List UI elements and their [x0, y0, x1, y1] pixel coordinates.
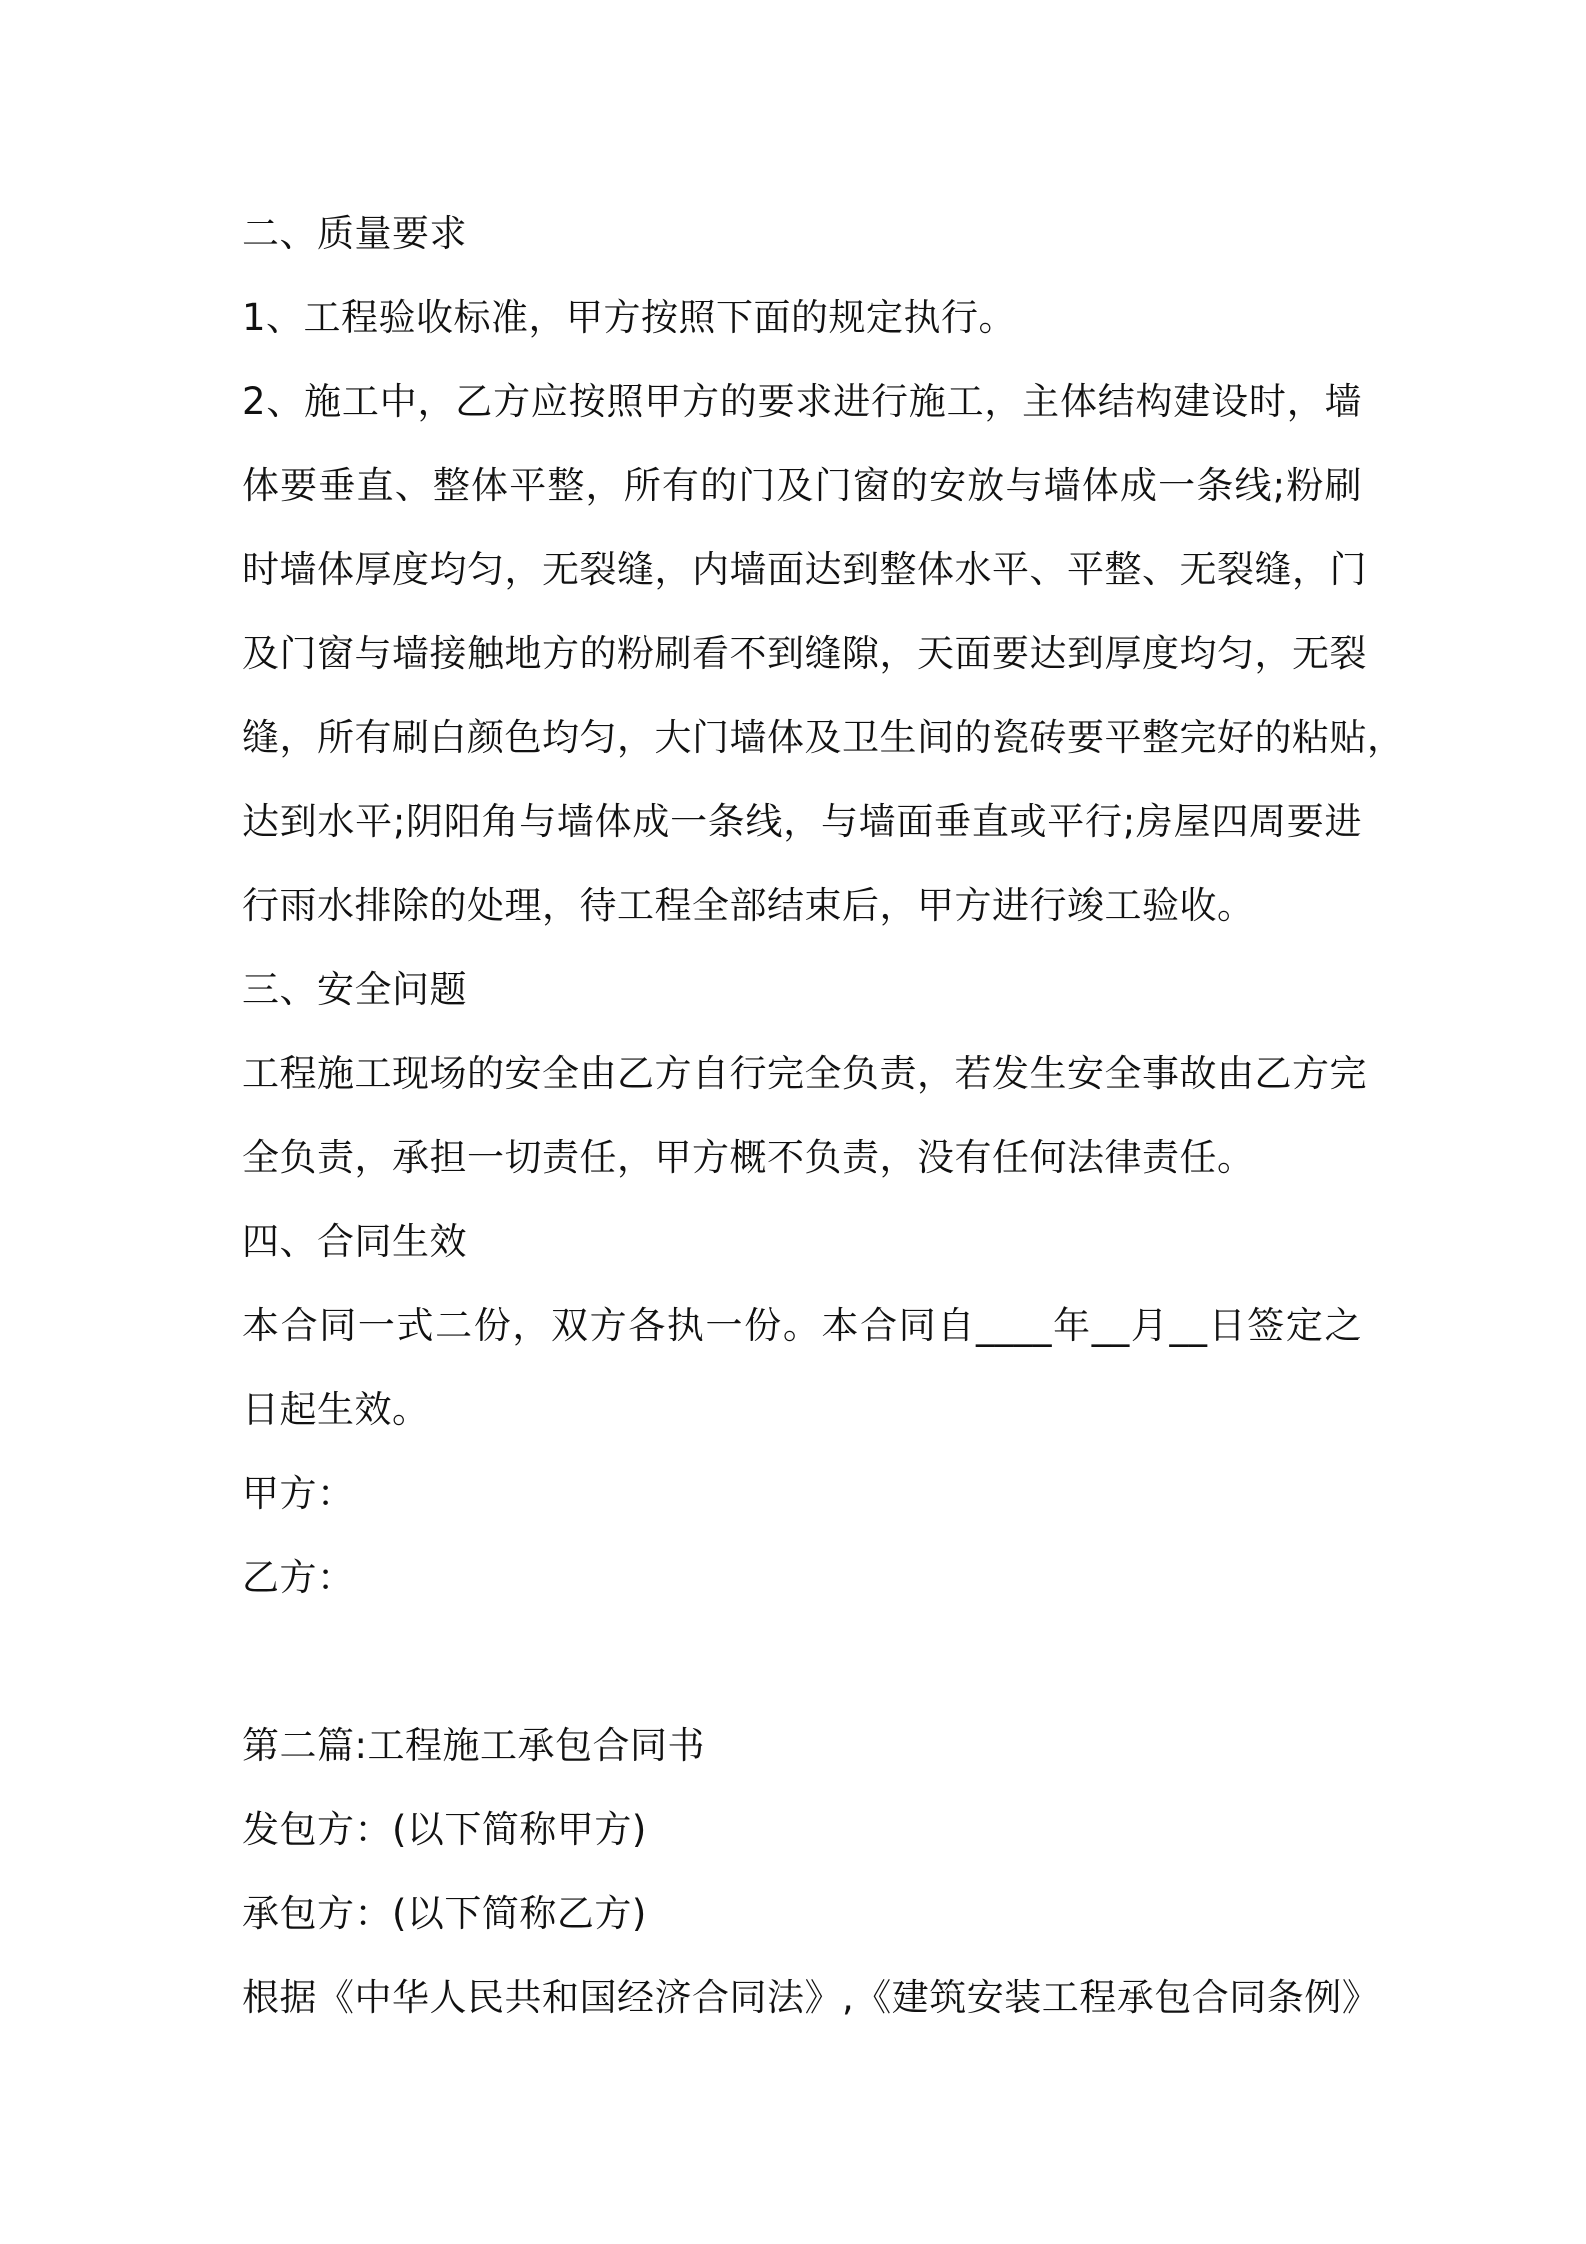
signature-party-b: 乙方： [242, 1556, 355, 1599]
section-heading-safety: 三、安全问题 [242, 968, 467, 1011]
signature-party-a: 甲方： [242, 1472, 355, 1515]
clause-construction-requirements [242, 360, 1405, 948]
paragraph-line: 时墙体厚度均匀，无裂缝，内墙面达到整体水平、平整、无裂缝，门 [242, 548, 1367, 591]
paragraph-line: 日起生效。 [242, 1388, 430, 1431]
section-heading-quality: 二、质量要求 [242, 212, 467, 255]
paragraph-line: 全负责，承担一切责任，甲方概不负责，没有任何法律责任。 [242, 1136, 1255, 1179]
paragraph-line: 体要垂直、整体平整，所有的门及门窗的安放与墙体成一条线;粉刷 [242, 464, 1362, 507]
section-spacer [242, 1620, 1362, 1704]
paragraph-line: 达到水平;阴阳角与墙体成一条线，与墙面垂直或平行;房屋四周要进 [242, 800, 1362, 843]
part2-title: 第二篇:工程施工承包合同书 [242, 1724, 705, 1767]
clause-acceptance-standard: 1、工程验收标准，甲方按照下面的规定执行。 [242, 296, 1017, 339]
clause-effectiveness [242, 1284, 1362, 1452]
clause-safety [242, 1032, 1367, 1200]
paragraph-line: 工程施工现场的安全由乙方自行完全负责，若发生安全事故由乙方完 [242, 1052, 1367, 1095]
paragraph-line: 缝，所有刷白颜色均匀，大门墙体及卫生间的瓷砖要平整完好的粘贴， [242, 716, 1405, 759]
paragraph-line: 本合同一式二份，双方各执一份。本合同自____年__月__日签定之 [242, 1304, 1362, 1347]
paragraph-line: 2、施工中，乙方应按照甲方的要求进行施工，主体结构建设时，墙 [242, 380, 1362, 423]
paragraph-line: 行雨水排除的处理，待工程全部结束后，甲方进行竣工验收。 [242, 884, 1255, 927]
contractor-line: 承包方：(以下简称乙方) [242, 1892, 647, 1935]
issuer-line: 发包方：(以下简称甲方) [242, 1808, 647, 1851]
paragraph-line: 及门窗与墙接触地方的粉刷看不到缝隙，天面要达到厚度均匀，无裂 [242, 632, 1367, 675]
document-page [242, 192, 1405, 2040]
legal-basis-line: 根据《中华人民共和国经济合同法》,《建筑安装工程承包合同条例》 [242, 1976, 1380, 2019]
section-heading-effectiveness: 四、合同生效 [242, 1220, 467, 1263]
